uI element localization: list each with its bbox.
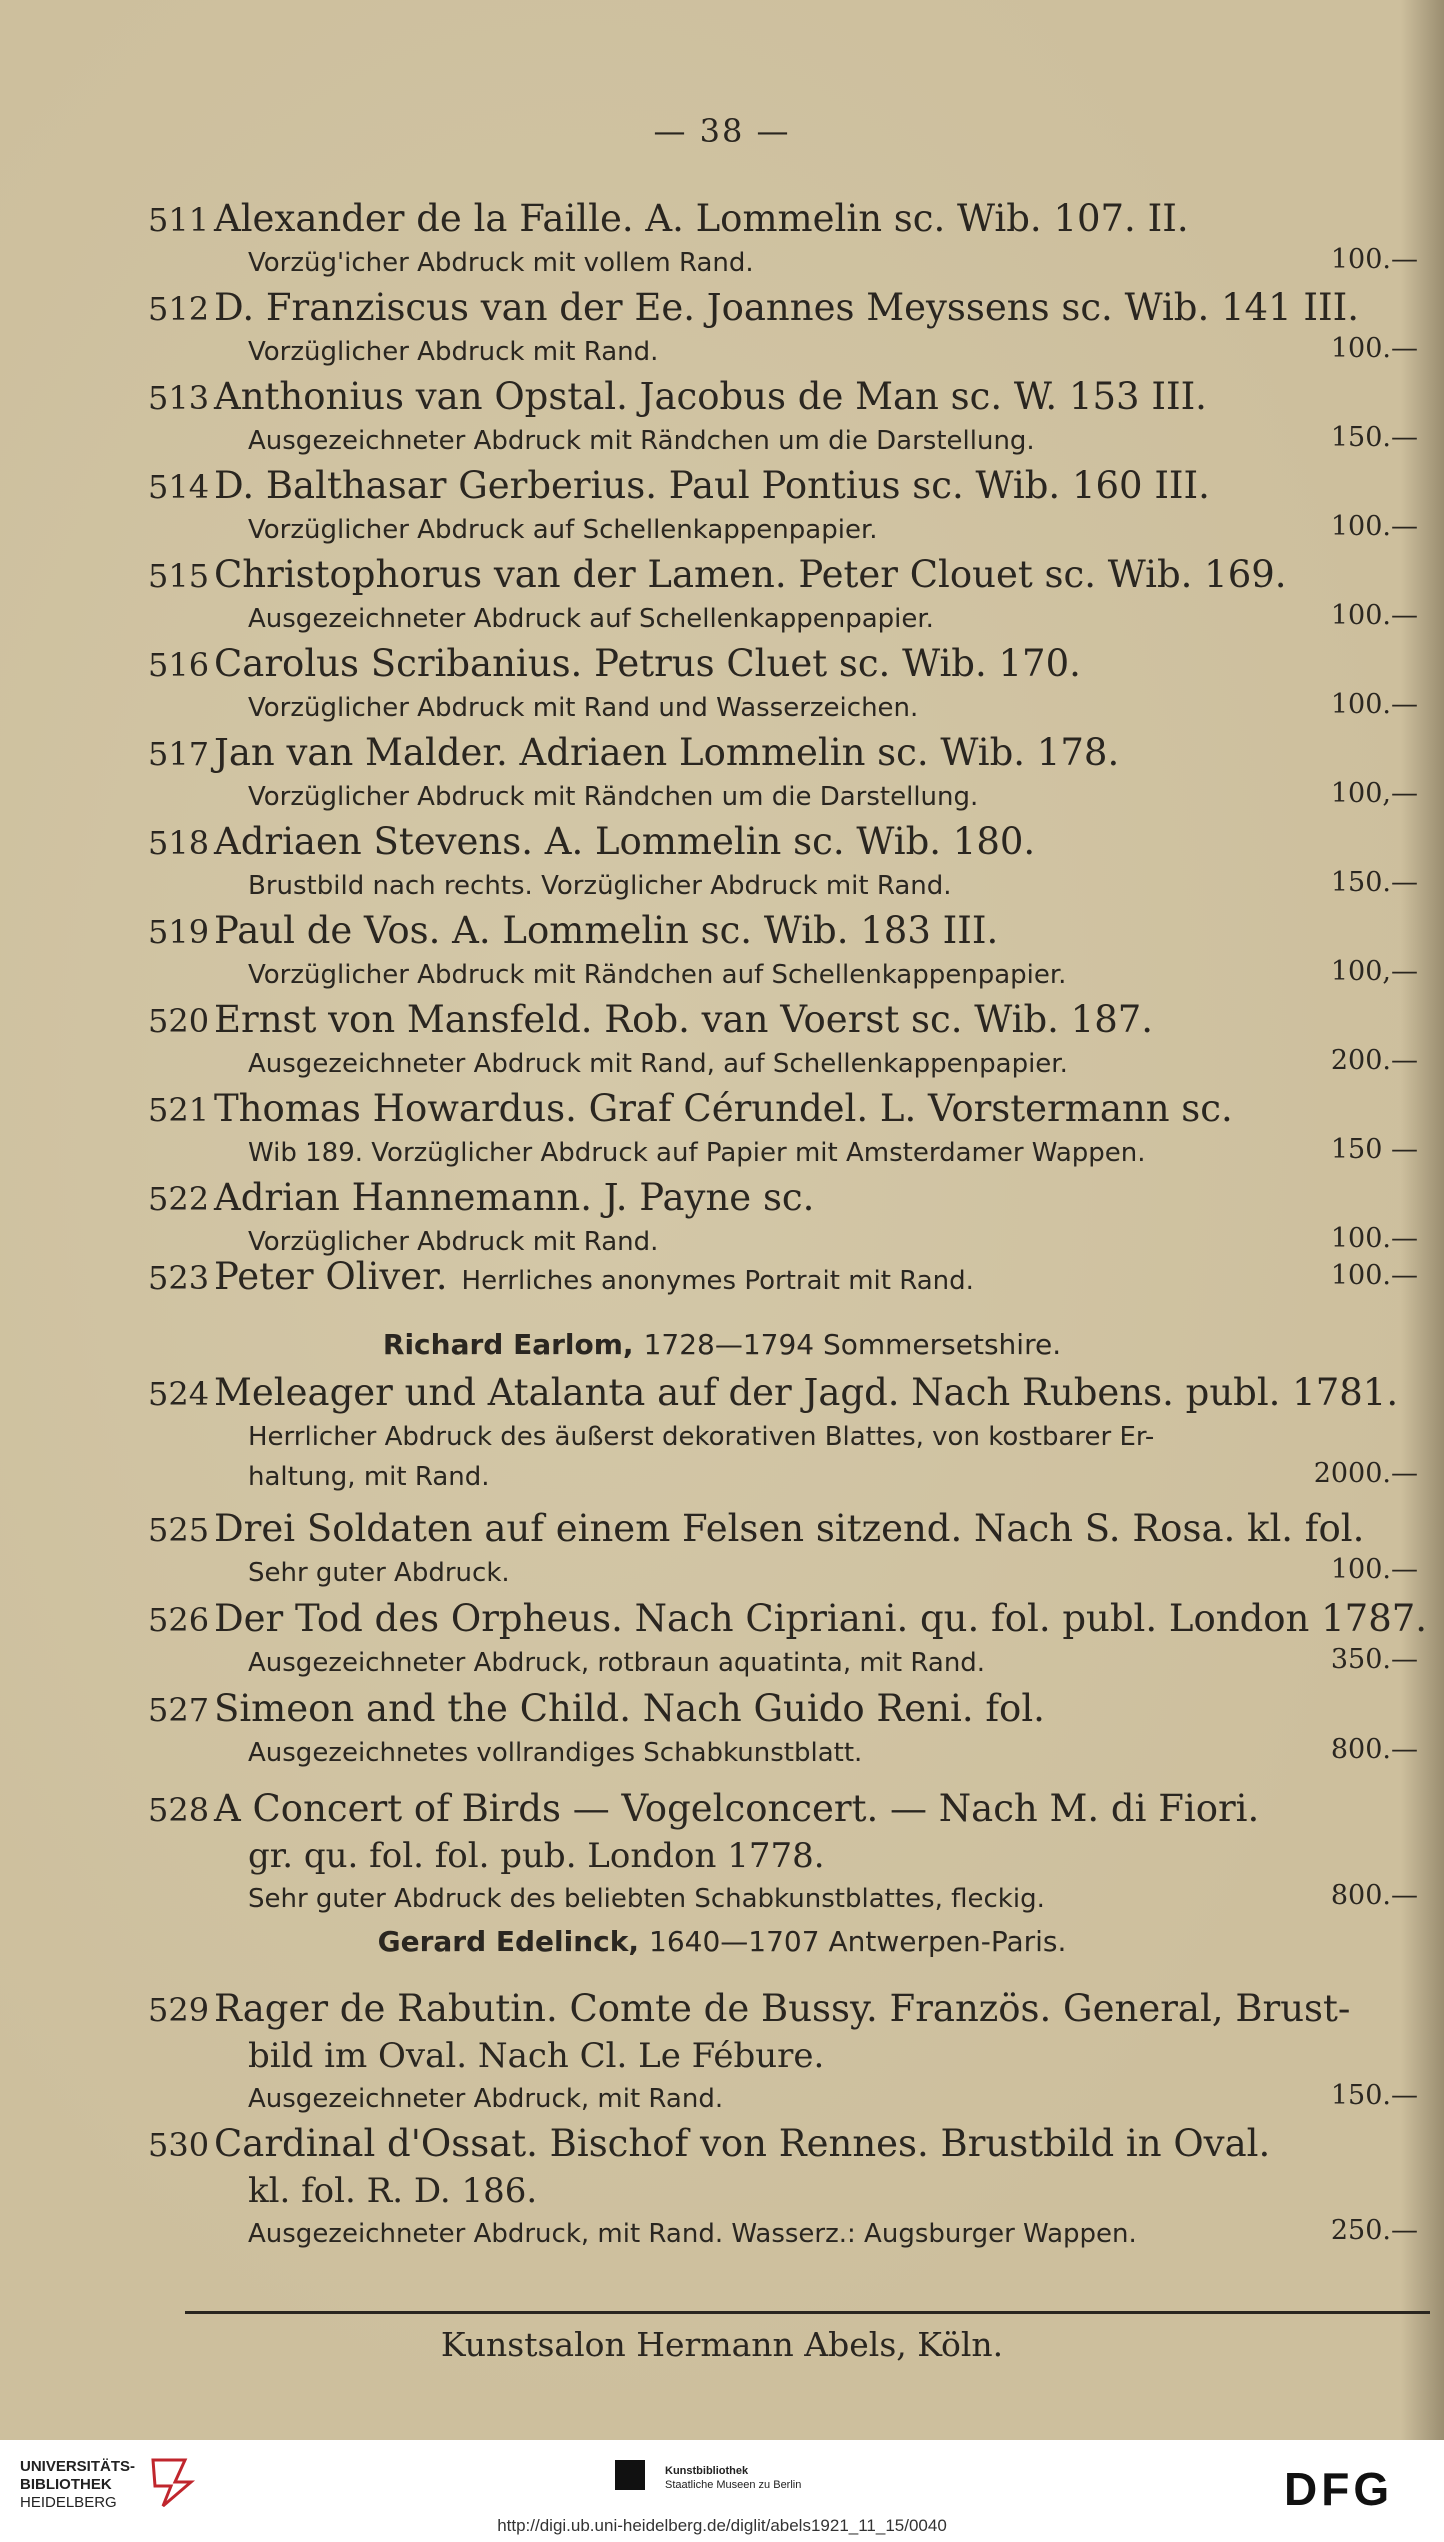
price: 150 — bbox=[1330, 1134, 1418, 1165]
catalogue-entry bbox=[148, 1686, 1418, 1773]
entry-title: Drei Soldaten auf einem Felsen sitzend. Nach S. Rosa. kl. fol. bbox=[214, 1507, 1365, 1550]
footer-rule bbox=[185, 2311, 1430, 2314]
ub-seal-icon bbox=[145, 2454, 201, 2510]
entry-title-line bbox=[148, 1175, 1418, 1222]
price: 100,— bbox=[1330, 956, 1418, 987]
catalogue-entry bbox=[148, 1175, 1418, 1262]
kunstbibliothek-logo bbox=[665, 2464, 801, 2492]
artist-heading bbox=[0, 1328, 1444, 1361]
entry-title: Ernst von Mansfeld. Rob. van Voerst sc. Wib. 187. bbox=[214, 998, 1154, 1041]
price: 150.— bbox=[1330, 867, 1418, 898]
entry-description: Vorzüglicher Abdruck mit Rand. bbox=[248, 1227, 659, 1257]
entry-title: D. Balthasar Gerberius. Paul Pontius sc. Wib. 160 III. bbox=[214, 464, 1210, 507]
entry-title-line bbox=[148, 908, 1418, 955]
price: 150.— bbox=[1330, 422, 1418, 453]
entry-title: D. Franziscus van der Ee. Joannes Meyssens sc. Wib. 141 III. bbox=[214, 286, 1359, 329]
lot-number: 529 bbox=[148, 1991, 210, 2029]
artist-name: Gerard Edelinck, bbox=[377, 1925, 640, 1958]
entry-title-line bbox=[148, 552, 1418, 599]
page-number: — 38 — bbox=[653, 112, 791, 150]
entry-title-line bbox=[148, 730, 1418, 777]
lot-number: 511 bbox=[148, 201, 210, 239]
entry-title-line bbox=[148, 196, 1418, 243]
catalogue-entry bbox=[148, 196, 1418, 283]
entry-title: Carolus Scribanius. Petrus Cluet sc. Wib. 170. bbox=[214, 642, 1081, 685]
entry-description: Herrliches anonymes Portrait mit Rand. bbox=[461, 1266, 974, 1296]
entry-title-line bbox=[148, 463, 1418, 510]
lot-number: 516 bbox=[148, 646, 210, 684]
entry-title: Adriaen Stevens. A. Lommelin sc. Wib. 180. bbox=[214, 820, 1036, 863]
entry-title-line bbox=[148, 1254, 1418, 1304]
entry-title-line bbox=[148, 285, 1418, 332]
price: 250.— bbox=[1330, 2215, 1418, 2246]
artist-dates: 1728—1794 Sommersetshire. bbox=[643, 1328, 1062, 1361]
price: 100.— bbox=[1330, 1260, 1418, 1291]
catalogue-entry bbox=[148, 1506, 1418, 1593]
entry-title: Thomas Howardus. Graf Cérundel. L. Vorstermann sc. bbox=[214, 1087, 1233, 1130]
entry-title: A Concert of Birds — Vogelconcert. — Nach M. di Fiori. bbox=[214, 1787, 1260, 1830]
catalogue-entry bbox=[148, 1254, 1418, 1304]
catalogue-entry bbox=[148, 285, 1418, 372]
price: 100.— bbox=[1330, 1554, 1418, 1585]
price: 100.— bbox=[1330, 333, 1418, 364]
lot-number: 515 bbox=[148, 557, 210, 595]
price: 100,— bbox=[1330, 778, 1418, 809]
catalogue-entry bbox=[148, 641, 1418, 728]
entry-title-line bbox=[148, 374, 1418, 421]
lot-number: 530 bbox=[148, 2126, 210, 2164]
entry-description: Vorzüglicher Abdruck mit Rand. bbox=[248, 337, 659, 367]
entry-description: Sehr guter Abdruck. bbox=[248, 1558, 510, 1588]
price: 350.— bbox=[1330, 1644, 1418, 1675]
entry-title: Alexander de la Faille. A. Lommelin sc. Wib. 107. II. bbox=[214, 197, 1189, 240]
entry-description: Vorzüglicher Abdruck mit Rand und Wasserzeichen. bbox=[248, 693, 919, 723]
catalogue-entry bbox=[148, 1786, 1418, 1919]
entry-title-line bbox=[148, 1370, 1418, 1417]
catalogue-entry bbox=[148, 374, 1418, 461]
entry-title-line bbox=[148, 997, 1418, 1044]
entry-description: Brustbild nach rechts. Vorzüglicher Abdruck mit Rand. bbox=[248, 871, 952, 901]
price: 200.— bbox=[1330, 1045, 1418, 1076]
entry-title-line bbox=[148, 641, 1418, 688]
entry-description: Ausgezeichneter Abdruck mit Rand, auf Schellenkappenpapier. bbox=[248, 1049, 1068, 1079]
entry-title: Paul de Vos. A. Lommelin sc. Wib. 183 III. bbox=[214, 909, 999, 952]
entry-title: Meleager und Atalanta auf der Jagd. Nach Rubens. publ. 1781. bbox=[214, 1371, 1399, 1414]
lot-number: 513 bbox=[148, 379, 210, 417]
artist-name: Richard Earlom, bbox=[382, 1328, 634, 1361]
lot-number: 523 bbox=[148, 1259, 210, 1297]
entry-title-line bbox=[148, 819, 1418, 866]
entry-description: Ausgezeichnetes vollrandiges Schabkunstblatt. bbox=[248, 1738, 863, 1768]
entry-description: Ausgezeichneter Abdruck auf Schellenkappenpapier. bbox=[248, 604, 934, 634]
entry-title: Cardinal d'Ossat. Bischof von Rennes. Brustbild in Oval. bbox=[214, 2122, 1271, 2165]
lot-number: 522 bbox=[148, 1180, 210, 1218]
lot-number: 519 bbox=[148, 913, 210, 951]
price: 800.— bbox=[1330, 1880, 1418, 1911]
library-footer-strip bbox=[0, 2440, 1444, 2542]
kb-line1: Kunstbibliothek bbox=[665, 2465, 749, 2477]
entry-description: Vorzüg'icher Abdruck mit vollem Rand. bbox=[248, 248, 754, 278]
price: 800.— bbox=[1330, 1734, 1418, 1765]
publisher-footer: Kunstsalon Hermann Abels, Köln. bbox=[440, 2325, 1004, 2364]
entry-title-continuation: gr. qu. fol. fol. pub. London 1778. bbox=[248, 1836, 825, 1876]
catalogue-entry bbox=[148, 908, 1418, 995]
ub-logo-line2: BIBLIOTHEK bbox=[20, 2476, 112, 2493]
entry-title: Simeon and the Child. Nach Guido Reni. fol. bbox=[214, 1687, 1045, 1730]
entry-title-line bbox=[148, 2121, 1418, 2168]
entry-title: Anthonius van Opstal. Jacobus de Man sc. W. 153 III. bbox=[214, 375, 1207, 418]
entry-description: Ausgezeichneter Abdruck, mit Rand. Wasserz.: Augsburger Wappen. bbox=[248, 2219, 1137, 2249]
entry-title: Rager de Rabutin. Comte de Bussy. Französ. General, Brust- bbox=[214, 1987, 1351, 2030]
lot-number: 521 bbox=[148, 1091, 210, 1129]
entry-description: Ausgezeichneter Abdruck, rotbraun aquatinta, mit Rand. bbox=[248, 1648, 986, 1678]
entry-title-line bbox=[148, 1686, 1418, 1733]
catalogue-entry bbox=[148, 730, 1418, 817]
lot-number: 512 bbox=[148, 290, 210, 328]
entry-title: Christophorus van der Lamen. Peter Clouet sc. Wib. 169. bbox=[214, 553, 1287, 596]
entry-description: Vorzüglicher Abdruck auf Schellenkappenpapier. bbox=[248, 515, 878, 545]
catalogue-entry bbox=[148, 552, 1418, 639]
price: 100.— bbox=[1330, 689, 1418, 720]
entry-title-line bbox=[148, 1596, 1428, 1643]
lot-number: 514 bbox=[148, 468, 210, 506]
catalogue-entry bbox=[148, 1370, 1418, 1497]
price: 100.— bbox=[1330, 511, 1418, 542]
entry-title: Der Tod des Orpheus. Nach Cipriani. qu. fol. publ. London 1787. bbox=[214, 1597, 1428, 1640]
entry-title: Peter Oliver. bbox=[214, 1255, 448, 1298]
entry-description: Ausgezeichneter Abdruck mit Rändchen um die Darstellung. bbox=[248, 426, 1035, 456]
catalogue-entry bbox=[148, 1986, 1418, 2119]
lot-number: 520 bbox=[148, 1002, 210, 1040]
catalogue-entry bbox=[148, 1086, 1418, 1173]
lot-number: 528 bbox=[148, 1791, 210, 1829]
kb-line2: Staatliche Museen zu Berlin bbox=[665, 2479, 802, 2491]
catalogue-entry bbox=[148, 463, 1418, 550]
ub-heidelberg-logo bbox=[20, 2458, 135, 2512]
lot-number: 527 bbox=[148, 1691, 210, 1729]
entry-description: Vorzüglicher Abdruck mit Rändchen auf Schellenkappenpapier. bbox=[248, 960, 1067, 990]
entry-title-line bbox=[148, 1986, 1418, 2033]
entry-title-line bbox=[148, 1506, 1418, 1553]
price: 100.— bbox=[1330, 244, 1418, 275]
dfg-logo: DFG bbox=[1284, 2463, 1394, 2515]
artist-dates: 1640—1707 Antwerpen-Paris. bbox=[649, 1925, 1067, 1958]
entry-description: Ausgezeichneter Abdruck, mit Rand. bbox=[248, 2084, 724, 2114]
price: 100.— bbox=[1330, 600, 1418, 631]
catalogue-entry bbox=[148, 1596, 1428, 1683]
catalogue-entry bbox=[148, 2121, 1418, 2254]
entry-description: Vorzüglicher Abdruck mit Rändchen um die Darstellung. bbox=[248, 782, 979, 812]
catalogue-entry bbox=[148, 819, 1418, 906]
kunstbibliothek-logo-icon bbox=[615, 2460, 645, 2490]
ub-logo-line1: UNIVERSITÄTS- bbox=[20, 2458, 136, 2475]
price: 100.— bbox=[1330, 1223, 1418, 1254]
entry-title-continuation: kl. fol. R. D. 186. bbox=[248, 2171, 538, 2211]
price: 150.— bbox=[1330, 2080, 1418, 2111]
entry-description: Herrlicher Abdruck des äußerst dekorativen Blattes, von kostbarer Er- bbox=[248, 1422, 1155, 1452]
entry-description: Wib 189. Vorzüglicher Abdruck auf Papier mit Amsterdamer Wappen. bbox=[248, 1138, 1146, 1168]
price: 2000.— bbox=[1313, 1458, 1418, 1489]
lot-number: 524 bbox=[148, 1375, 210, 1413]
artist-heading bbox=[0, 1925, 1444, 1958]
lot-number: 525 bbox=[148, 1511, 210, 1549]
entry-title-continuation: bild im Oval. Nach Cl. Le Fébure. bbox=[248, 2036, 825, 2076]
lot-number: 518 bbox=[148, 824, 210, 862]
entry-description: Sehr guter Abdruck des beliebten Schabkunstblattes, fleckig. bbox=[248, 1884, 1045, 1914]
entry-title: Adrian Hannemann. J. Payne sc. bbox=[214, 1176, 815, 1219]
source-url[interactable]: http://digi.ub.uni-heidelberg.de/diglit/abels1921_11_15/0040 bbox=[497, 2516, 947, 2535]
lot-number: 517 bbox=[148, 735, 210, 773]
catalogue-entry bbox=[148, 997, 1418, 1084]
entry-title: Jan van Malder. Adriaen Lommelin sc. Wib. 178. bbox=[214, 731, 1120, 774]
ub-logo-line3: HEIDELBERG bbox=[20, 2494, 117, 2511]
entry-title-line bbox=[148, 1086, 1418, 1133]
entry-title-line bbox=[148, 1786, 1418, 1833]
lot-number: 526 bbox=[148, 1601, 210, 1639]
entry-description: haltung, mit Rand. bbox=[248, 1462, 490, 1492]
